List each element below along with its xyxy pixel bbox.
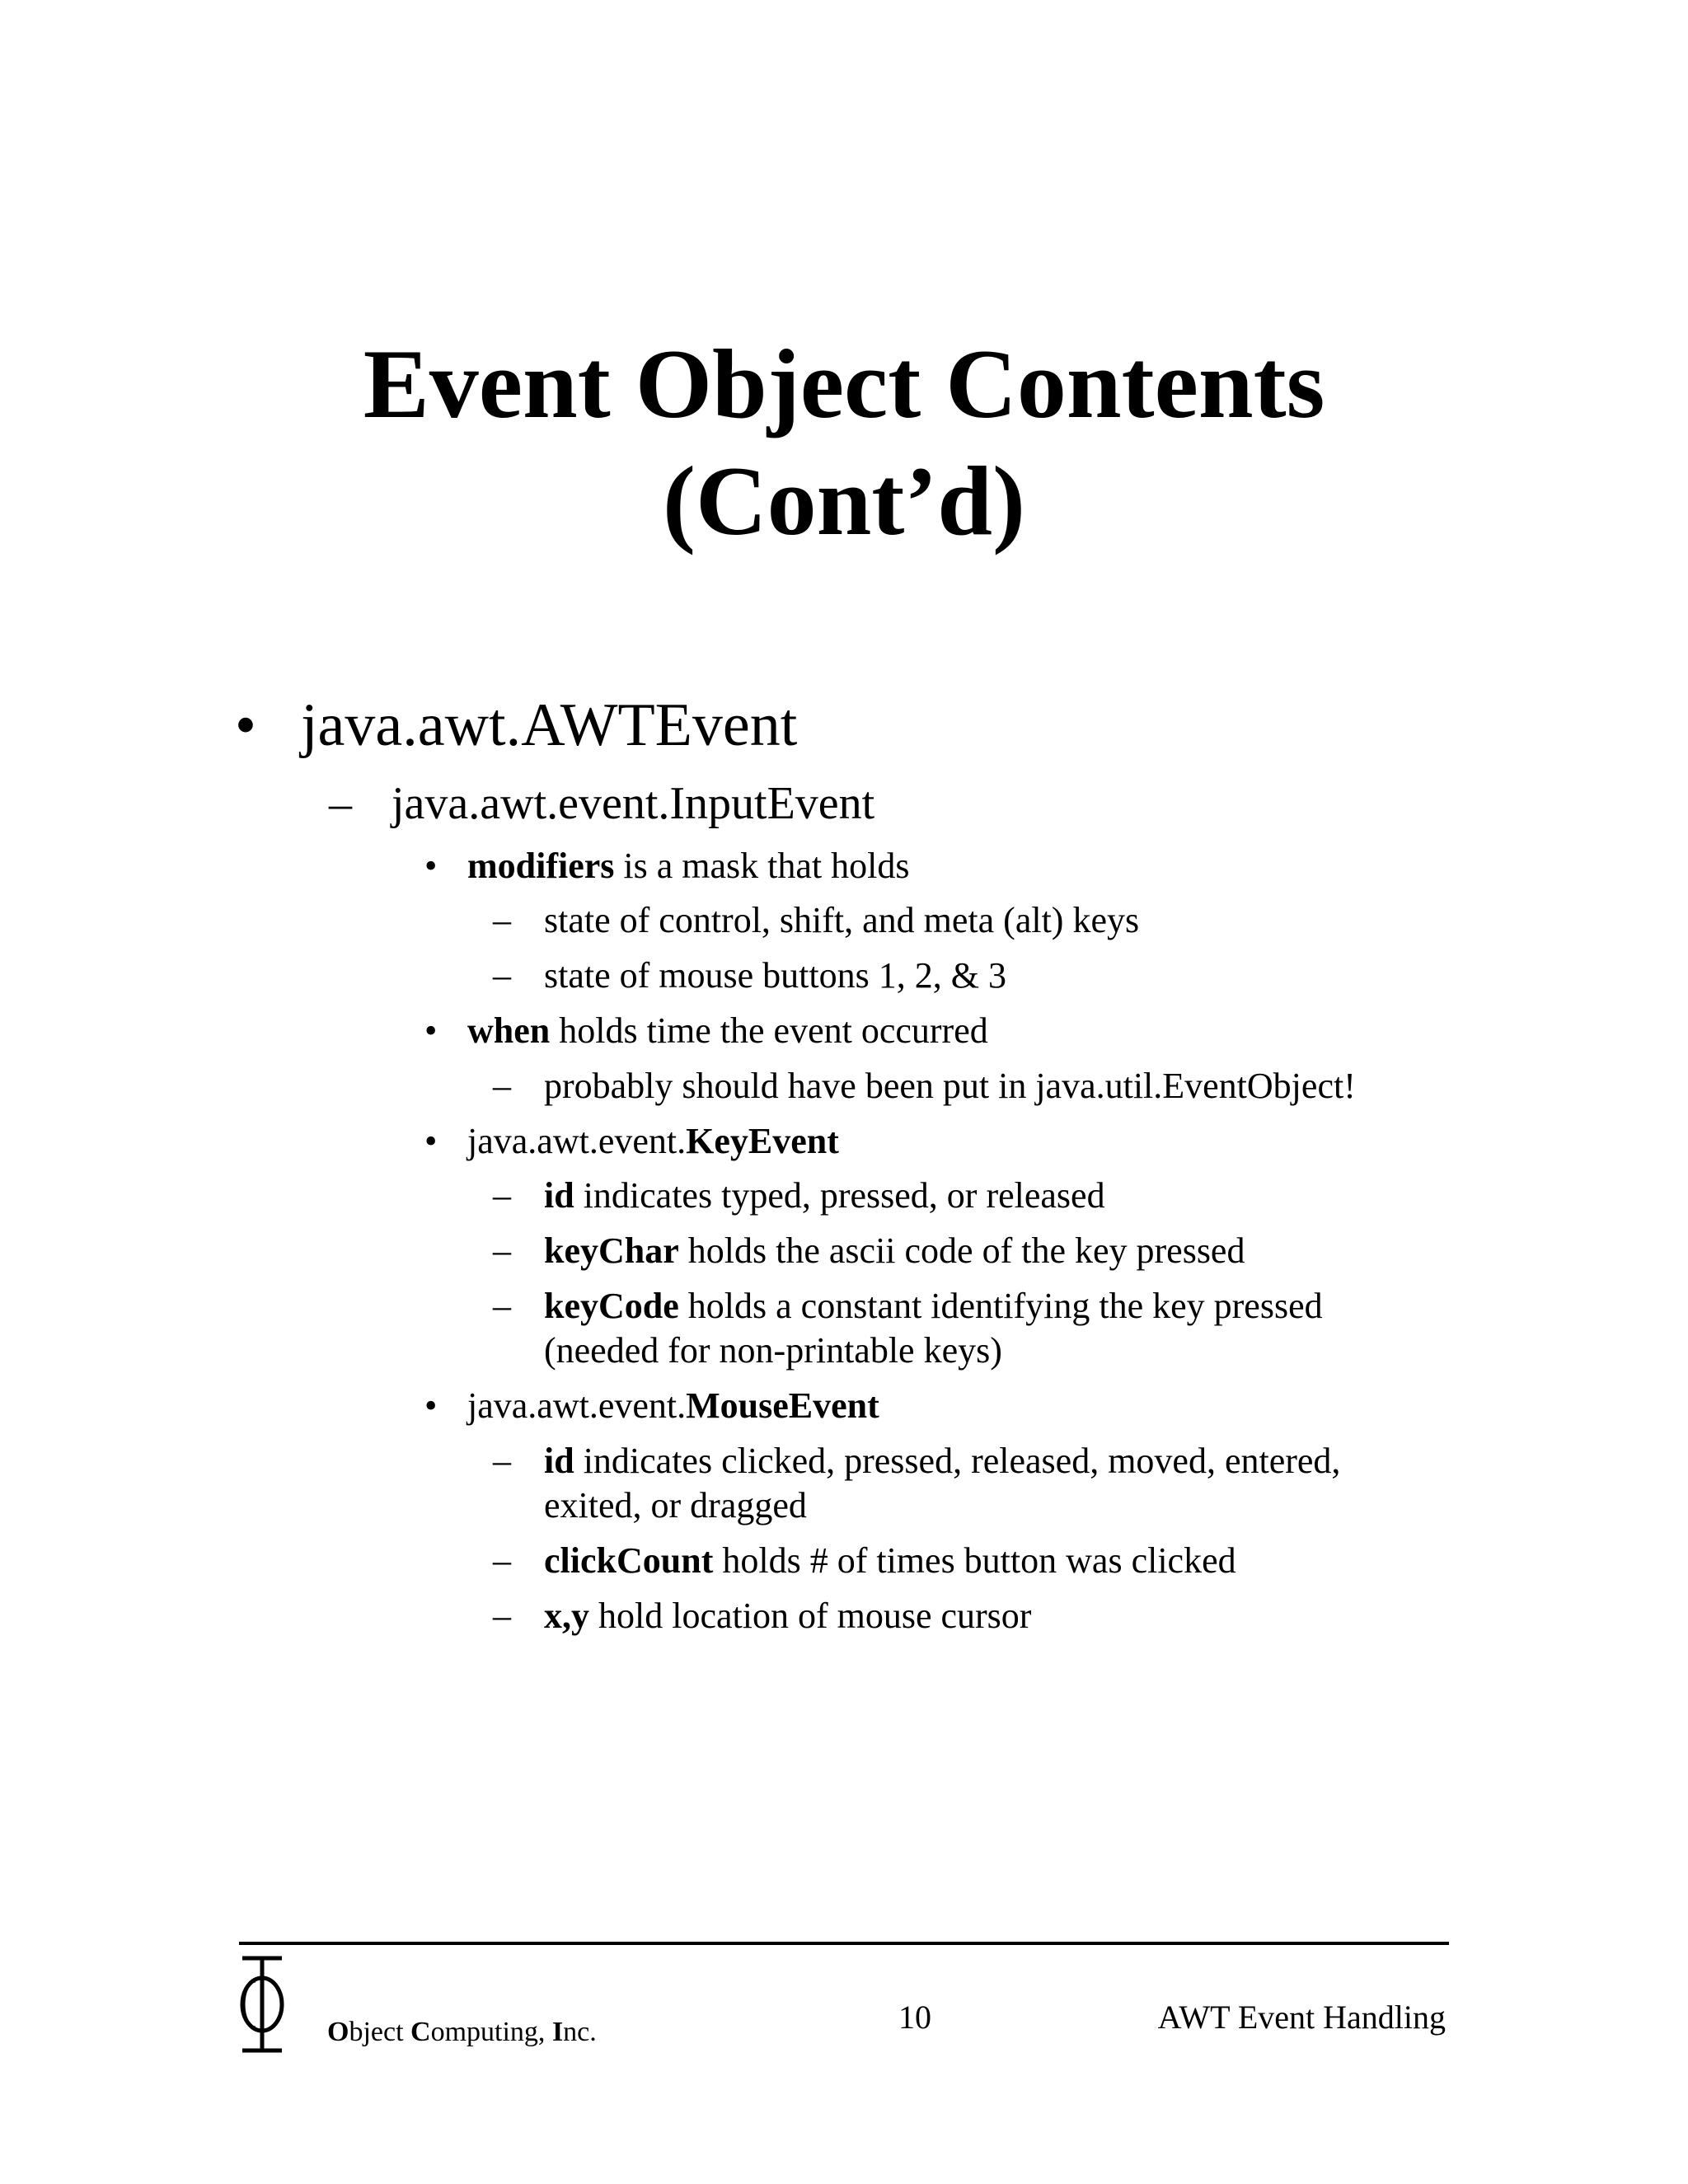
company-text: omputing, [430,2017,552,2047]
term-xy: x,y [544,1596,589,1636]
bullet-level1-awtevent [235,688,798,762]
footer-divider [239,1942,1449,1945]
bullet-when [424,1009,988,1053]
company-name [327,2016,597,2049]
dash-marker: – [329,778,352,829]
bullet-text: state of control, shift, and meta (alt) keys [544,900,1140,940]
bullet-text: exited, or dragged [544,1485,807,1526]
bullet-marker: • [235,691,256,759]
title-line-2: (Cont’d) [663,446,1025,555]
sub-bullet-keychar [493,1229,1245,1273]
term-mouseevent: MouseEvent [686,1385,879,1426]
bullet-marker: • [424,846,438,886]
term-id: id [544,1175,574,1216]
oci-logo-icon [237,1955,287,2054]
bullet-text: (needed for non-printable keys) [544,1330,1002,1371]
term-id: id [544,1441,574,1481]
sub-bullet-xy [493,1594,1032,1638]
company-text: bject [349,2017,411,2047]
bullet-text: holds # of times button was clicked [713,1540,1236,1581]
term-when: when [467,1010,551,1051]
sub-bullet-keycode-cont [544,1329,1002,1373]
package-prefix: java.awt.event. [467,1385,687,1426]
bullet-marker: • [424,1121,438,1161]
dash-marker: – [493,1540,511,1581]
sub-bullet-mouse-buttons [493,954,1006,998]
footer-doc-title: AWT Event Handling [1157,1999,1446,2036]
bullet-text: indicates typed, pressed, or released [574,1175,1105,1216]
bullet-text: is a mask that holds [614,846,910,886]
dash-marker: – [493,1286,511,1326]
company-initial-c: C [410,2017,431,2047]
bullet-mouseevent [424,1384,879,1428]
bullet-text: hold location of mouse cursor [589,1596,1032,1636]
term-keychar: keyChar [544,1230,679,1271]
dash-marker: – [493,955,511,996]
dash-marker: – [493,1230,511,1271]
package-prefix: java.awt.event. [467,1121,687,1161]
bullet-text: java.awt.AWTEvent [301,691,798,759]
term-keycode: keyCode [544,1286,679,1326]
sub-bullet-clickcount [493,1539,1236,1583]
bullet-text: indicates clicked, pressed, released, moved, entered, [574,1441,1341,1481]
sub-bullet-eventobject-note [493,1064,1356,1108]
bullet-text: state of mouse buttons 1, 2, & 3 [544,955,1006,996]
bullet-text: holds a constant identifying the key pressed [678,1286,1323,1326]
dash-marker: – [493,900,511,940]
title-line-1: Event Object Contents [363,329,1325,438]
bullet-text: holds the ascii code of the key pressed [678,1230,1245,1271]
term-clickcount: clickCount [544,1540,714,1581]
bullet-text: probably should have been put in java.util.EventObject! [544,1066,1356,1106]
bullet-modifiers [424,844,910,888]
bullet-level2-inputevent [329,775,875,832]
dash-marker: – [493,1066,511,1106]
company-initial-i: I [551,2017,564,2047]
term-keyevent: KeyEvent [686,1121,839,1161]
bullet-keyevent [424,1119,839,1164]
term-modifiers: modifiers [467,846,615,886]
bullet-marker: • [424,1385,438,1426]
sub-bullet-key-id [493,1174,1105,1218]
company-initial-o: O [327,2017,349,2047]
sub-bullet-mouse-id [493,1439,1341,1483]
company-text: nc. [563,2017,597,2047]
bullet-text: java.awt.event.InputEvent [392,778,875,829]
bullet-text: holds time the event occurred [550,1010,988,1051]
sub-bullet-keycode [493,1284,1323,1329]
bullet-marker: • [424,1010,438,1051]
dash-marker: – [493,1175,511,1216]
sub-bullet-modifier-keys [493,898,1140,943]
dash-marker: – [493,1441,511,1481]
dash-marker: – [493,1596,511,1636]
sub-bullet-mouse-id-cont [544,1483,807,1528]
page-number: 10 [898,1999,931,2036]
